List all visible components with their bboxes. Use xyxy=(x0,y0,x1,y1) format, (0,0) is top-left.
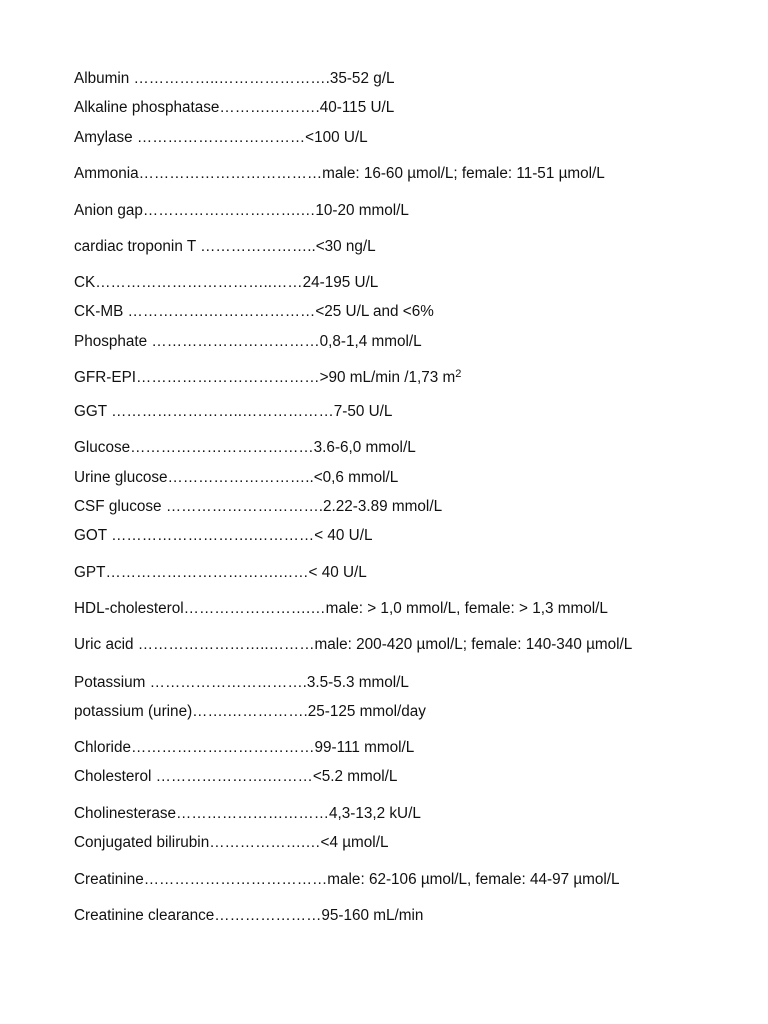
line-chloride xyxy=(74,739,414,757)
line-gfr-epi xyxy=(74,369,461,387)
line-glucose xyxy=(74,439,416,457)
line-text: CK……………………………..……24-195 U/L xyxy=(74,274,379,291)
line-text: GFR-EPI………………………………>90 mL/min /1,73 m xyxy=(74,369,456,386)
line-gpt xyxy=(74,564,367,582)
line-cholinesterase xyxy=(74,805,421,823)
line-text: GOT ……………………….…………< 40 U/L xyxy=(74,527,373,544)
line-text: Creatinine………………………………male: 62-106 µmol/L, female: 44-97 µmol/L xyxy=(74,871,620,888)
line-text: potassium (urine)…….…………….25-125 mmol/day xyxy=(74,703,426,720)
line-text: Cholesterol ………………….………<5.2 mmol/L xyxy=(74,768,398,785)
superscript-2: 2 xyxy=(455,368,462,380)
line-potassium xyxy=(74,674,409,692)
line-text: Glucose………………………………3.6-6,0 mmol/L xyxy=(74,439,416,456)
line-creatinine-clearance xyxy=(74,907,423,925)
line-potassium-urine xyxy=(74,703,426,721)
line-got xyxy=(74,527,372,545)
line-hdl-cholesterol xyxy=(74,600,608,618)
line-amylase xyxy=(74,129,368,147)
line-text: GGT ……………………..………………7-50 U/L xyxy=(74,403,393,420)
line-ck xyxy=(74,274,378,292)
line-ggt xyxy=(74,403,392,421)
line-csf-glucose xyxy=(74,498,442,516)
line-text: Potassium ………………………….3.5-5.3 mmol/L xyxy=(74,674,409,691)
line-conjugated-bilirubin xyxy=(74,834,388,852)
line-text: Creatinine clearance…………………95-160 mL/min xyxy=(74,907,424,924)
line-text: Anion gap………………………….…10-20 mmol/L xyxy=(74,202,409,219)
line-text: Alkaline phosphatase……….……….40-115 U/L xyxy=(74,99,395,116)
line-anion-gap xyxy=(74,202,409,220)
line-text: Cholinesterase…………………………4,3-13,2 kU/L xyxy=(74,805,421,822)
line-text: Conjugated bilirubin……………….…<4 µmol/L xyxy=(74,834,389,851)
line-text: Chloride………………………………99-111 mmol/L xyxy=(74,739,415,756)
line-cardiac-troponin-t xyxy=(74,238,376,256)
line-text: Uric acid ……………………..………male: 200-420 µmol/L; female: 140-340 µmol/L xyxy=(74,636,633,653)
line-text: Ammonia………………………………male: 16-60 µmol/L; female: 11-51 µmol/L xyxy=(74,165,605,182)
line-text: cardiac troponin T …………………..<30 ng/L xyxy=(74,238,376,255)
line-alkaline-phosphatase xyxy=(74,99,394,117)
line-creatinine xyxy=(74,871,620,889)
line-text: Urine glucose………………………..<0,6 mmol/L xyxy=(74,469,399,486)
line-urine-glucose xyxy=(74,469,398,487)
line-ck-mb xyxy=(74,303,434,321)
line-text: Albumin ……………..………………….35-52 g/L xyxy=(74,70,395,87)
line-albumin xyxy=(74,70,394,88)
line-text: CK-MB …………….…………………<25 U/L and <6% xyxy=(74,303,434,320)
line-text: Phosphate ……………………………0,8-1,4 mmol/L xyxy=(74,333,422,350)
line-text: Amylase ……………………………<100 U/L xyxy=(74,129,368,146)
line-phosphate xyxy=(74,333,422,351)
line-text: CSF glucose ………………………….2.22-3.89 mmol/L xyxy=(74,498,443,515)
line-ammonia xyxy=(74,165,605,183)
line-cholesterol xyxy=(74,768,397,786)
line-text: GPT…………………………….……< 40 U/L xyxy=(74,564,367,581)
line-text: HDL-cholesterol…………………….…male: > 1,0 mmol/L, female: > 1,3 mmol/L xyxy=(74,600,608,617)
line-uric-acid xyxy=(74,636,632,654)
